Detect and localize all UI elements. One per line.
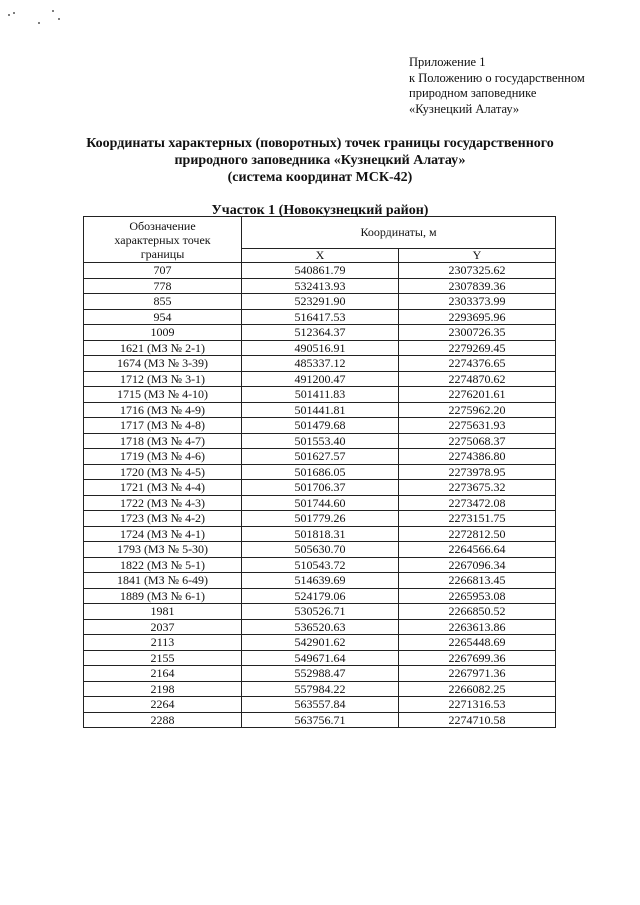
appendix-line: Приложение 1 — [409, 55, 486, 69]
document-title — [0, 135, 640, 186]
x-coordinate-cell: 524179.06 — [242, 588, 399, 604]
point-label-cell: 1720 (МЗ № 4-5) — [84, 464, 242, 480]
appendix-line: к Положению о государственном — [409, 70, 585, 85]
y-coordinate-cell: 2275631.93 — [399, 418, 556, 434]
point-label-cell: 1723 (МЗ № 4-2) — [84, 511, 242, 527]
table-row — [84, 557, 556, 573]
point-label-cell: 1793 (МЗ № 5-30) — [84, 542, 242, 558]
table-row — [84, 619, 556, 635]
scan-speck — [58, 18, 60, 20]
point-label-cell: 2198 — [84, 681, 242, 697]
x-coordinate-cell: 501441.81 — [242, 402, 399, 418]
header-label-line: границы — [140, 246, 185, 261]
title-line: Координаты характерных (поворотных) точек границы государственного — [86, 136, 554, 151]
x-coordinate-cell: 501818.31 — [242, 526, 399, 542]
point-label-cell: 1724 (МЗ № 4-1) — [84, 526, 242, 542]
table-row — [84, 402, 556, 418]
x-coordinate-cell: 563557.84 — [242, 697, 399, 713]
table-row — [84, 480, 556, 496]
y-coordinate-cell: 2293695.96 — [399, 309, 556, 325]
point-label-cell: 1716 (МЗ № 4-9) — [84, 402, 242, 418]
y-coordinate-cell: 2273151.75 — [399, 511, 556, 527]
header-label-line: характерных точек — [114, 232, 211, 247]
x-coordinate-cell: 485337.12 — [242, 356, 399, 372]
point-label-cell: 1889 (МЗ № 6-1) — [84, 588, 242, 604]
point-label-cell: 2037 — [84, 619, 242, 635]
x-coordinate-cell: 501627.57 — [242, 449, 399, 465]
point-label-cell: 1717 (МЗ № 4-8) — [84, 418, 242, 434]
y-coordinate-cell: 2273675.32 — [399, 480, 556, 496]
point-label-cell: 2113 — [84, 635, 242, 651]
scan-speck — [38, 22, 40, 24]
x-coordinate-cell: 501779.26 — [242, 511, 399, 527]
point-label-cell: 1822 (МЗ № 5-1) — [84, 557, 242, 573]
y-coordinate-cell: 2303373.99 — [399, 294, 556, 310]
point-label-cell: 1715 (МЗ № 4-10) — [84, 387, 242, 403]
table-row — [84, 604, 556, 620]
x-coordinate-cell: 491200.47 — [242, 371, 399, 387]
table-row — [84, 294, 556, 310]
y-coordinate-cell: 2307839.36 — [399, 278, 556, 294]
x-coordinate-cell: 501411.83 — [242, 387, 399, 403]
x-coordinate-cell: 516417.53 — [242, 309, 399, 325]
y-coordinate-cell: 2274376.65 — [399, 356, 556, 372]
y-coordinate-cell: 2307325.62 — [399, 263, 556, 279]
table-row — [84, 387, 556, 403]
x-coordinate-cell: 512364.37 — [242, 325, 399, 341]
x-coordinate-cell: 557984.22 — [242, 681, 399, 697]
table-row — [84, 666, 556, 682]
y-coordinate-cell: 2276201.61 — [399, 387, 556, 403]
point-label-cell: 1009 — [84, 325, 242, 341]
x-coordinate-cell: 501744.60 — [242, 495, 399, 511]
y-coordinate-cell: 2266082.25 — [399, 681, 556, 697]
x-coordinate-cell: 510543.72 — [242, 557, 399, 573]
section-title: Участок 1 (Новокузнецкий район) — [211, 203, 429, 218]
x-coordinate-cell: 514639.69 — [242, 573, 399, 589]
table-row — [84, 650, 556, 666]
y-coordinate-cell: 2267971.36 — [399, 666, 556, 682]
point-label-cell: 1841 (МЗ № 6-49) — [84, 573, 242, 589]
table-row — [84, 433, 556, 449]
header-y: Y — [399, 248, 556, 262]
y-coordinate-cell: 2272812.50 — [399, 526, 556, 542]
point-label-cell: 1719 (МЗ № 4-6) — [84, 449, 242, 465]
x-coordinate-cell: 501479.68 — [242, 418, 399, 434]
x-coordinate-cell: 532413.93 — [242, 278, 399, 294]
point-label-cell: 1718 (МЗ № 4-7) — [84, 433, 242, 449]
y-coordinate-cell: 2263613.86 — [399, 619, 556, 635]
y-coordinate-cell: 2275962.20 — [399, 402, 556, 418]
x-coordinate-cell: 542901.62 — [242, 635, 399, 651]
y-coordinate-cell: 2274710.58 — [399, 712, 556, 728]
table-row — [84, 325, 556, 341]
scan-specks — [8, 8, 68, 28]
header-coordinates: Координаты, м — [242, 217, 556, 249]
x-coordinate-cell: 549671.64 — [242, 650, 399, 666]
x-coordinate-cell: 501686.05 — [242, 464, 399, 480]
x-coordinate-cell: 501553.40 — [242, 433, 399, 449]
point-label-cell: 1721 (МЗ № 4-4) — [84, 480, 242, 496]
appendix-note — [409, 55, 585, 117]
table-row — [84, 712, 556, 728]
y-coordinate-cell: 2267699.36 — [399, 650, 556, 666]
appendix-line: «Кузнецкий Алатау» — [409, 101, 520, 116]
y-coordinate-cell: 2265953.08 — [399, 588, 556, 604]
point-label-cell: 1621 (МЗ № 2-1) — [84, 340, 242, 356]
x-coordinate-cell: 536520.63 — [242, 619, 399, 635]
y-coordinate-cell: 2273978.95 — [399, 464, 556, 480]
table-row — [84, 697, 556, 713]
x-coordinate-cell: 540861.79 — [242, 263, 399, 279]
table-row — [84, 356, 556, 372]
x-coordinate-cell: 490516.91 — [242, 340, 399, 356]
header-label-line: Обозначение — [129, 218, 196, 233]
scan-speck — [8, 14, 10, 16]
header-x: X — [242, 248, 399, 262]
point-label-cell: 2288 — [84, 712, 242, 728]
table-row — [84, 449, 556, 465]
point-label-cell: 1722 (МЗ № 4-3) — [84, 495, 242, 511]
table-row — [84, 511, 556, 527]
table-row — [84, 681, 556, 697]
coordinates-table — [83, 216, 556, 728]
table-row — [84, 263, 556, 279]
table-row — [84, 340, 556, 356]
y-coordinate-cell: 2266813.45 — [399, 573, 556, 589]
x-coordinate-cell: 530526.71 — [242, 604, 399, 620]
point-label-cell: 2164 — [84, 666, 242, 682]
table-row — [84, 588, 556, 604]
point-label-cell: 1674 (МЗ № 3-39) — [84, 356, 242, 372]
scan-speck — [13, 12, 15, 14]
table-row — [84, 371, 556, 387]
y-coordinate-cell: 2267096.34 — [399, 557, 556, 573]
table-row — [84, 464, 556, 480]
point-label-cell: 2264 — [84, 697, 242, 713]
table-row — [84, 635, 556, 651]
y-coordinate-cell: 2266850.52 — [399, 604, 556, 620]
table-row — [84, 418, 556, 434]
point-label-cell: 778 — [84, 278, 242, 294]
y-coordinate-cell: 2274870.62 — [399, 371, 556, 387]
point-label-cell: 2155 — [84, 650, 242, 666]
x-coordinate-cell: 523291.90 — [242, 294, 399, 310]
point-label-cell: 1981 — [84, 604, 242, 620]
table-row — [84, 542, 556, 558]
table-row — [84, 573, 556, 589]
header-point-label — [84, 217, 242, 263]
coordinates-table-body — [84, 263, 556, 728]
point-label-cell: 1712 (МЗ № 3-1) — [84, 371, 242, 387]
y-coordinate-cell: 2264566.64 — [399, 542, 556, 558]
x-coordinate-cell: 505630.70 — [242, 542, 399, 558]
y-coordinate-cell: 2279269.45 — [399, 340, 556, 356]
point-label-cell: 855 — [84, 294, 242, 310]
table-row — [84, 526, 556, 542]
y-coordinate-cell: 2300726.35 — [399, 325, 556, 341]
x-coordinate-cell: 552988.47 — [242, 666, 399, 682]
table-row — [84, 278, 556, 294]
scan-speck — [52, 10, 54, 12]
x-coordinate-cell: 563756.71 — [242, 712, 399, 728]
title-line: (система координат МСК-42) — [227, 170, 413, 185]
point-label-cell: 954 — [84, 309, 242, 325]
appendix-line: природном заповеднике — [409, 86, 537, 100]
x-coordinate-cell: 501706.37 — [242, 480, 399, 496]
y-coordinate-cell: 2274386.80 — [399, 449, 556, 465]
y-coordinate-cell: 2271316.53 — [399, 697, 556, 713]
title-line: природного заповедника «Кузнецкий Алатау» — [174, 153, 466, 168]
y-coordinate-cell: 2275068.37 — [399, 433, 556, 449]
point-label-cell: 707 — [84, 263, 242, 279]
y-coordinate-cell: 2265448.69 — [399, 635, 556, 651]
y-coordinate-cell: 2273472.08 — [399, 495, 556, 511]
table-row — [84, 309, 556, 325]
table-row — [84, 495, 556, 511]
